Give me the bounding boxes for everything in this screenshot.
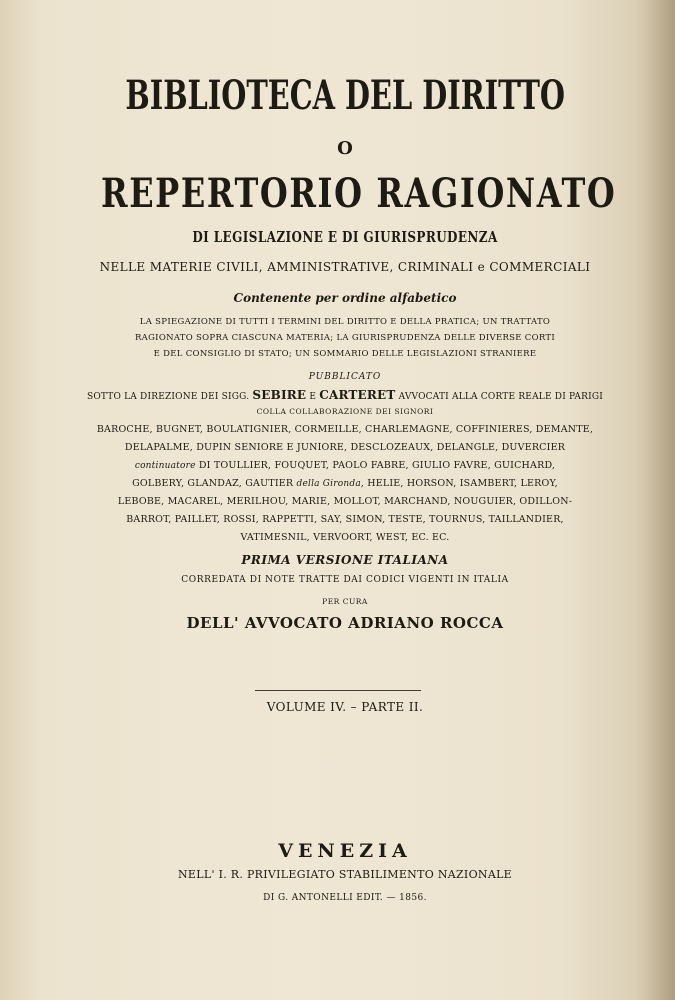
- contributors-line-7: VATIMESNIL, VERVOORT, WEST, EC. EC.: [240, 532, 450, 543]
- divider-rule: [255, 690, 421, 691]
- title-conjunction: O: [337, 138, 353, 159]
- contributors-italic-gironda: della Gironda,: [296, 479, 364, 489]
- edition-notes: CORREDATA DI NOTE TRATTE DAI CODICI VIGENTI IN ITALIA: [181, 575, 509, 585]
- contributors-line-2: DELAPALME, DUPIN SENIORE E JUNIORE, DESCLOZEAUX, DELANGLE, DUVERCIER: [124, 442, 566, 453]
- contributors-line-5: LEBOBE, MACAREL, MERILHOU, MARIE, MOLLOT, MARCHAND, NOUGUIER, ODILLON-: [117, 496, 573, 507]
- imprint-printer: NELL' I. R. PRIVILEGIATO STABILIMENTO NAZIONALE: [177, 868, 513, 881]
- contributors-italic-note: continuatore: [134, 461, 196, 471]
- imprint-publisher-year: DI G. ANTONELLI EDIT. — 1856.: [263, 893, 427, 903]
- contributors-line-1: BAROCHE, BUGNET, BOULATIGNIER, CORMEILLE, CHARLEMAGNE, COFFINIERES, DEMANTE,: [96, 424, 594, 435]
- direction-prefix: SOTTO LA DIREZIONE DEI SIGG.: [86, 392, 250, 402]
- direction-line: [40, 388, 650, 402]
- published-label: PUBBLICATO: [308, 372, 382, 382]
- edition-title: PRIMA VERSIONE ITALIANA: [241, 553, 449, 567]
- contributors-line-4-a: GOLBERY, GLANDAZ, GAUTIER: [132, 478, 294, 489]
- contributors-line-3-text: DI TOULLIER, FOUQUET, PAOLO FABRE, GIULIO FAVRE, GUICHARD,: [198, 460, 556, 471]
- contributors-line-6: BARROT, PAILLET, ROSSI, RAPPETTI, SAY, SIMON, TESTE, TOURNUS, TAILLANDIER,: [126, 514, 564, 525]
- contributors-line-3: [40, 460, 650, 471]
- imprint-city: VENEZIA: [278, 840, 412, 862]
- direction-and: E: [309, 392, 317, 402]
- subtitle-line: DI LEGISLAZIONE E DI GIURISPRUDENZA: [192, 228, 498, 246]
- description-line-1: LA SPIEGAZIONE DI TUTTI I TERMINI DEL DIRITTO E DELLA PRATICA; UN TRATTATO: [139, 317, 551, 327]
- collaboration-label: COLLA COLLABORAZIONE DEI SIGNORI: [256, 407, 434, 416]
- description-line-3: E DEL CONSIGLIO DI STATO; UN SOMMARIO DELLE LEGISLAZIONI STRANIERE: [153, 349, 537, 359]
- director-name-2: CARTERET: [319, 388, 396, 402]
- editor-name: DELL' AVVOCATO ADRIANO ROCCA: [186, 614, 504, 632]
- director-name-1: SEBIRE: [252, 388, 307, 402]
- subtitle: REPERTORIO RAGIONATO: [101, 170, 617, 217]
- main-title: BIBLIOTECA DEL DIRITTO: [125, 72, 566, 119]
- contributors-line-4: [40, 478, 650, 489]
- contributors-line-4-b: HELIE, HORSON, ISAMBERT, LEROY,: [367, 478, 558, 489]
- subject-line: NELLE MATERIE CIVILI, AMMINISTRATIVE, CRIMINALI e COMMERCIALI: [99, 260, 591, 274]
- contents-intro: Contenente per ordine alfabetico: [233, 291, 457, 305]
- volume-label: VOLUME IV. – PARTE II.: [266, 700, 424, 714]
- direction-suffix: AVVOCATI ALLA CORTE REALE DI PARIGI: [398, 392, 604, 402]
- description-line-2: RAGIONATO SOPRA CIASCUNA MATERIA; LA GIURISPRUDENZA DELLE DIVERSE CORTI: [134, 333, 556, 343]
- edition-per-cura: PER CURA: [322, 597, 368, 606]
